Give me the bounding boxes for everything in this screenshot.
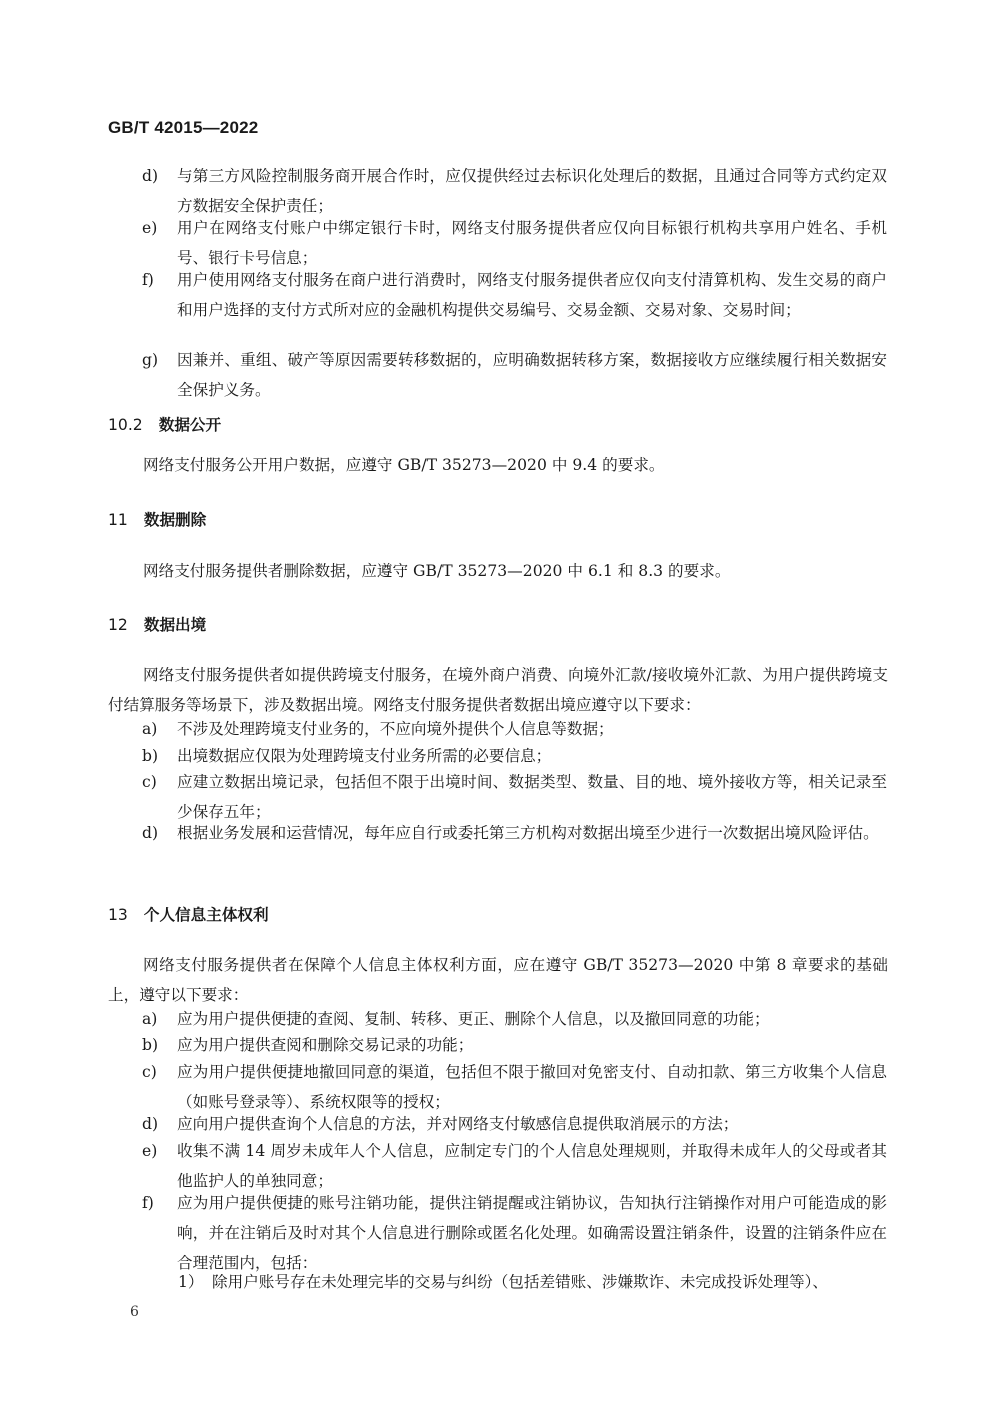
list-item-label: b) (142, 1036, 159, 1054)
list-item-text: 应为用户提供查阅和删除交易记录的功能； (177, 1036, 474, 1054)
section-number: 13 (108, 906, 128, 924)
section-heading-11 (108, 505, 206, 535)
section-paragraph: 网络支付服务提供者删除数据，应遵守 GB/T 35273—2020 中 6.1 和 8.3 的要求。 (143, 562, 731, 580)
list-item-text: 应为用户提供便捷的账号注销功能，提供注销提醒或注销协议，告知执行注销操作对用户可能造成的影响，并在注销后及时对其个人信息进行删除或匿名化处理。如确需设置注销条件，设置的注销条件应在合理范围内，包括： (177, 1194, 887, 1272)
list-item-label: g) (142, 351, 159, 369)
list-item-label: a) (142, 1010, 158, 1028)
section-title: 数据删除 (143, 511, 207, 529)
section-number: 10.2 (108, 416, 143, 434)
list-item (142, 1030, 887, 1060)
section-paragraph: 网络支付服务提供者在保障个人信息主体权利方面，应在遵守 GB/T 35273—2020 中第 8 章要求的基础上，遵守以下要求： (108, 956, 888, 1004)
list-item (142, 345, 887, 405)
sub-list-item-text: 除用户账号存在未处理完毕的交易与纠纷（包括差错账、涉嫌欺诈、未完成投诉处理等）、 (212, 1273, 828, 1291)
sub-list-item (178, 1267, 890, 1297)
section-heading-12 (108, 610, 206, 640)
list-item-label: d) (142, 167, 159, 185)
list-item (142, 265, 887, 325)
section-title: 数据出境 (143, 616, 207, 634)
list-item (142, 714, 887, 744)
list-item-text: 应向用户提供查询个人信息的方法，并对网络支付敏感信息提供取消展示的方法； (177, 1115, 739, 1133)
list-item-label: f) (142, 1194, 154, 1212)
list-item (142, 1136, 887, 1196)
list-item-text: 因兼并、重组、破产等原因需要转移数据的，应明确数据转移方案，数据接收方应继续履行相关数据安全保护义务。 (177, 351, 887, 399)
list-item-label: f) (142, 271, 154, 289)
section-paragraph: 网络支付服务提供者如提供跨境支付服务，在境外商户消费、向境外汇款/接收境外汇款、为用户提供跨境支付结算服务等场景下，涉及数据出境。网络支付服务提供者数据出境应遵守以下要求： (108, 666, 888, 714)
page-number: 6 (130, 1304, 139, 1320)
list-item-text: 收集不满 14 周岁未成年人个人信息，应制定专门的个人信息处理规则，并取得未成年人的父母或者其他监护人的单独同意； (177, 1142, 887, 1190)
section-paragraph: 网络支付服务公开用户数据，应遵守 GB/T 35273—2020 中 9.4 的要求。 (143, 456, 665, 474)
list-item (142, 161, 887, 221)
list-item-label: c) (142, 1063, 157, 1081)
section-title: 个人信息主体权利 (143, 906, 269, 924)
list-item-text: 用户在网络支付账户中绑定银行卡时，网络支付服务提供者应仅向目标银行机构共享用户姓名、手机号、银行卡号信息； (177, 219, 887, 267)
list-item-text: 用户使用网络支付服务在商户进行消费时，网络支付服务提供者应仅向支付清算机构、发生交易的商户和用户选择的支付方式所对应的金融机构提供交易编号、交易金额、交易对象、交易时间； (177, 271, 887, 319)
list-item-label: d) (142, 1115, 159, 1133)
list-item (142, 1188, 887, 1278)
list-item-label: c) (142, 773, 157, 791)
list-item-text: 应建立数据出境记录，包括但不限于出境时间、数据类型、数量、目的地、境外接收方等，相关记录至少保存五年； (177, 773, 887, 821)
list-item (142, 818, 887, 848)
list-item-label: e) (142, 1142, 158, 1160)
section-number: 11 (108, 511, 128, 529)
list-item (142, 1057, 887, 1117)
section-number: 12 (108, 616, 128, 634)
standard-code: GB/T 42015—2022 (108, 118, 259, 137)
section-heading-13 (108, 900, 269, 930)
list-item-text: 不涉及处理跨境支付业务的，不应向境外提供个人信息等数据； (177, 720, 614, 738)
list-item-text: 与第三方风险控制服务商开展合作时，应仅提供经过去标识化处理后的数据，且通过合同等方式约定双方数据安全保护责任； (177, 167, 887, 215)
list-item-text: 应为用户提供便捷的查阅、复制、转移、更正、删除个人信息，以及撤回同意的功能； (177, 1010, 770, 1028)
section-heading-10-2 (108, 410, 221, 440)
section-title: 数据公开 (158, 416, 222, 434)
sub-list-item-label: 1） (178, 1273, 204, 1291)
list-item-text: 根据业务发展和运营情况，每年应自行或委托第三方机构对数据出境至少进行一次数据出境风险评估。 (177, 824, 879, 842)
list-item-text: 应为用户提供便捷地撤回同意的渠道，包括但不限于撤回对免密支付、自动扣款、第三方收集个人信息（如账号登录等）、系统权限等的授权； (177, 1063, 887, 1111)
list-item-label: a) (142, 720, 158, 738)
list-item (142, 213, 887, 273)
list-item (142, 1109, 887, 1139)
list-item-label: b) (142, 747, 159, 765)
list-item-text: 出境数据应仅限为处理跨境支付业务所需的必要信息； (177, 747, 552, 765)
list-item-label: d) (142, 824, 159, 842)
list-item-label: e) (142, 219, 158, 237)
